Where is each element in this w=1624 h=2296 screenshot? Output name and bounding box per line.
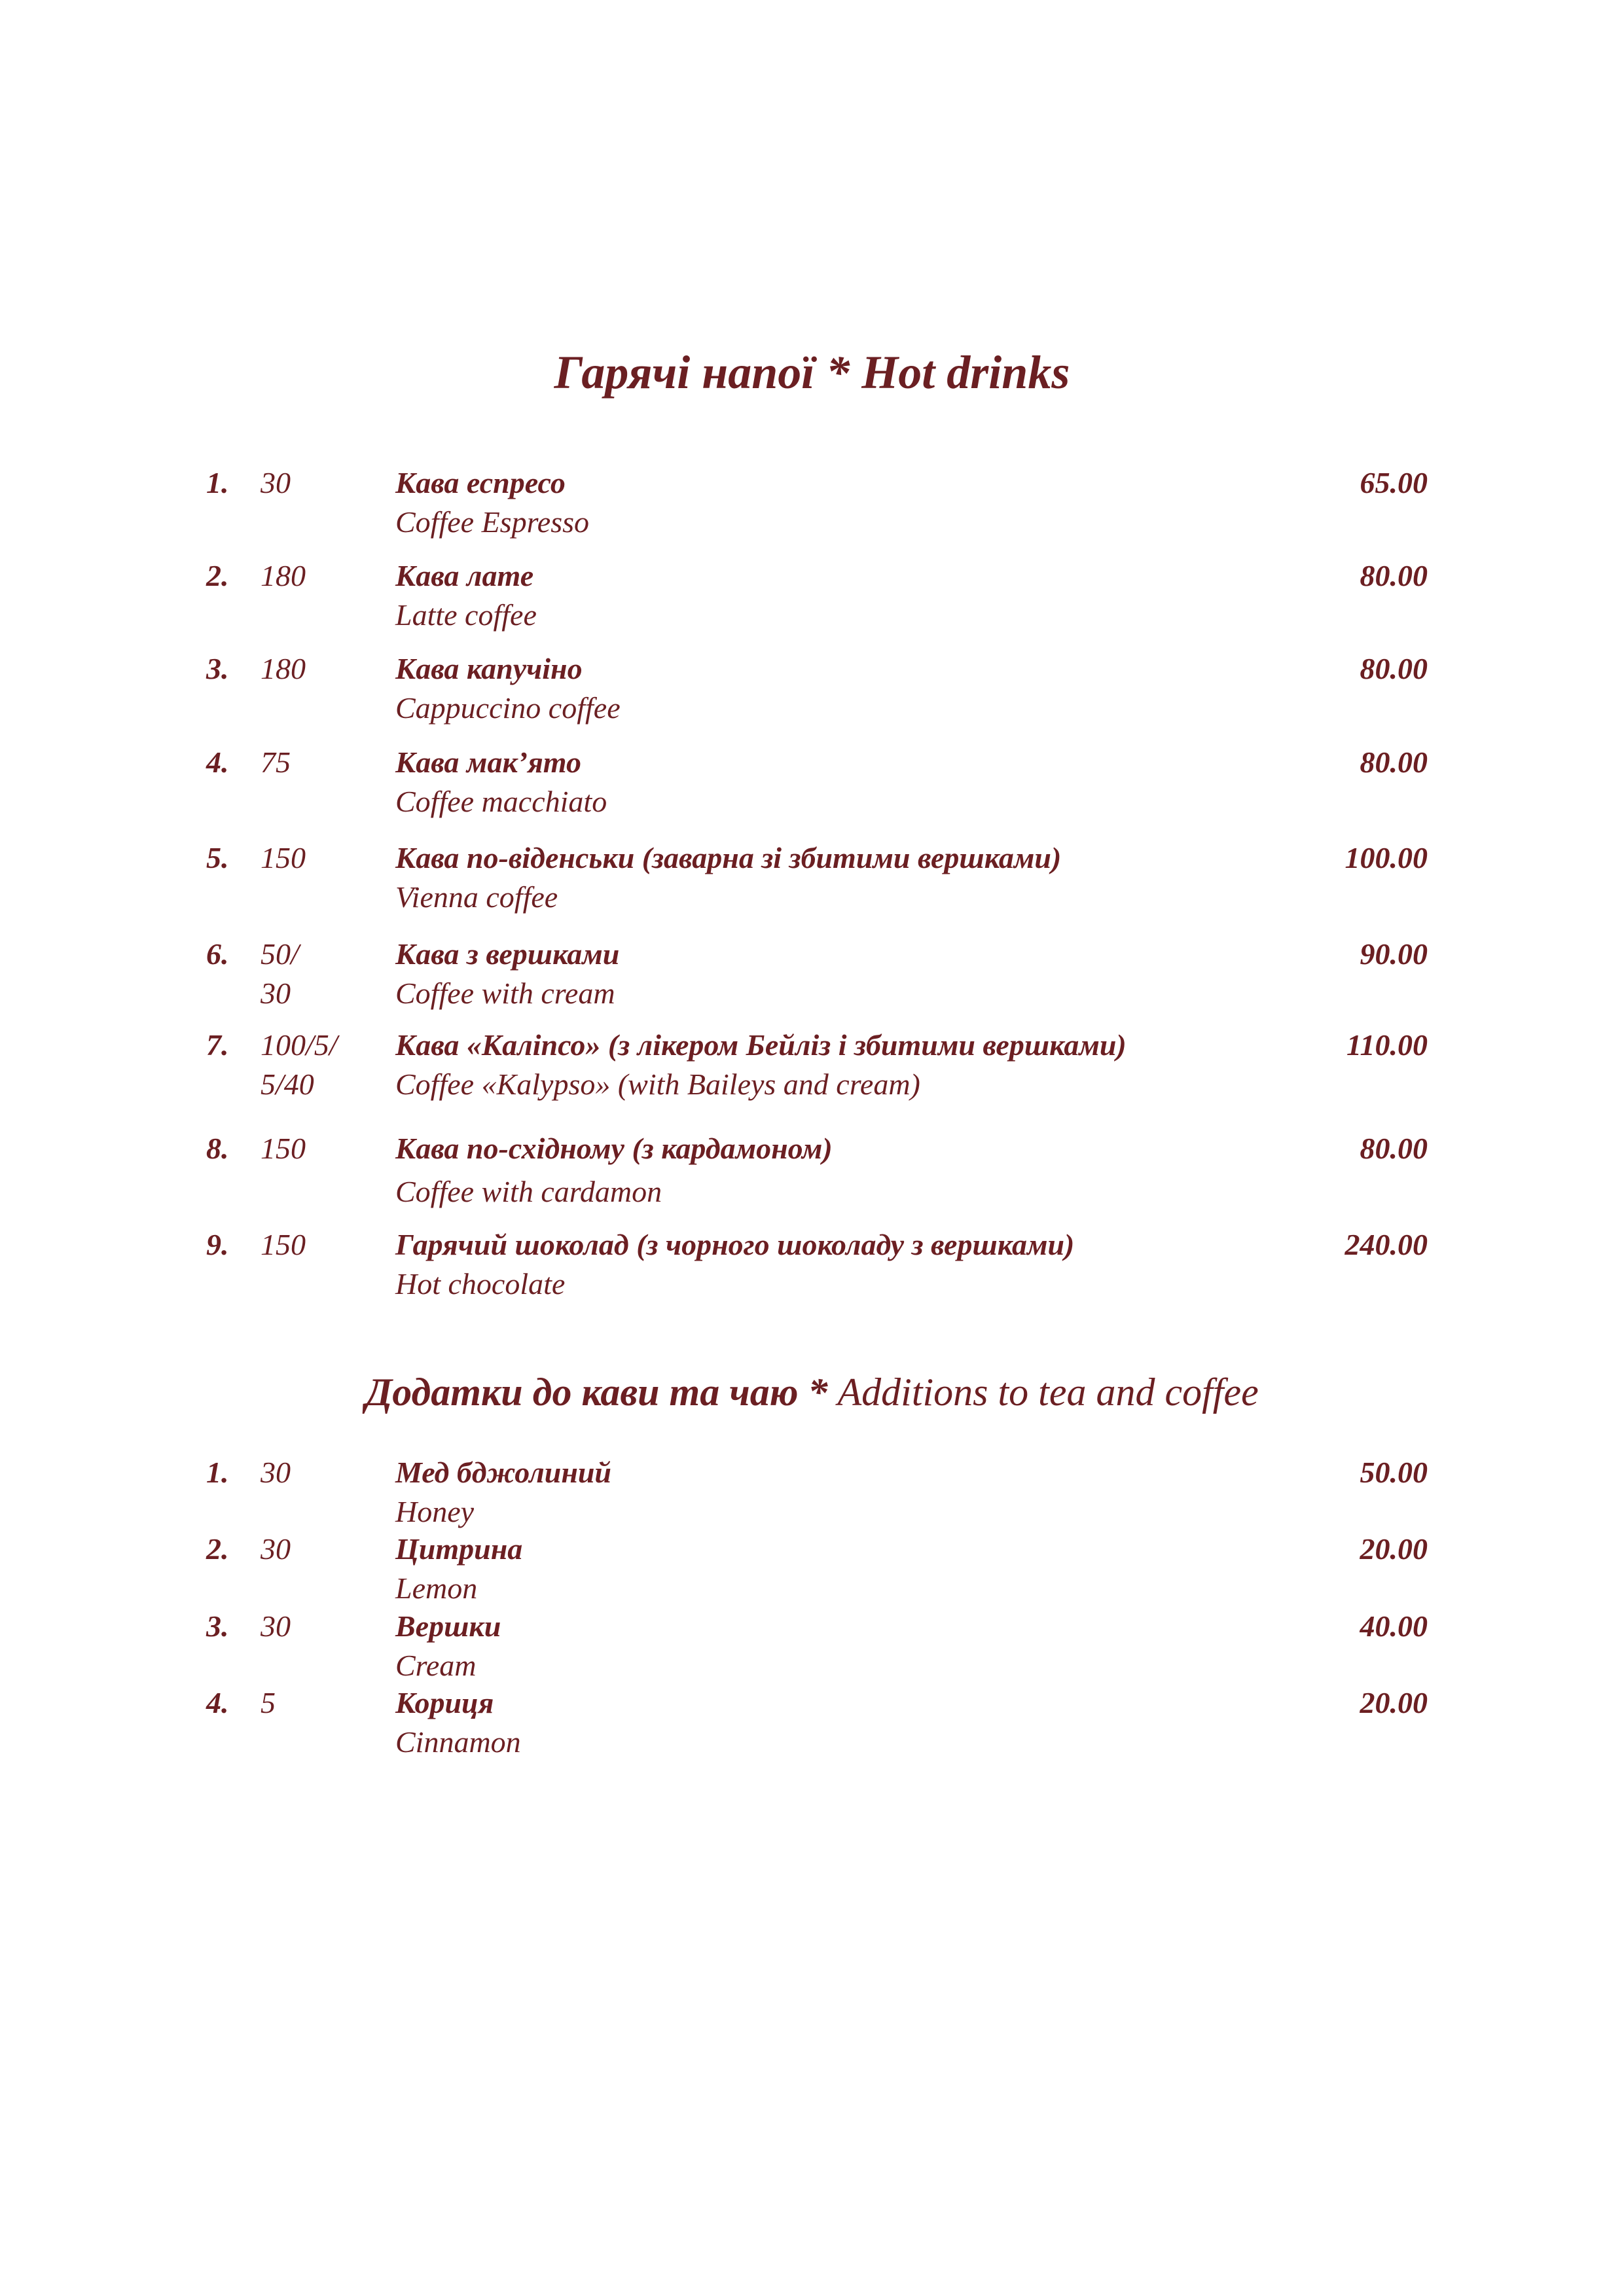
item-number: 2.: [206, 1532, 229, 1566]
item-number: 5.: [206, 841, 229, 874]
item-name: Вершки: [395, 1609, 501, 1643]
item-quantity: 150: [261, 841, 306, 874]
item-price: 110.00: [1346, 1028, 1428, 1062]
item-quantity: 75: [261, 745, 291, 779]
menu-item: [0, 556, 1624, 655]
item-number: 4.: [206, 1686, 229, 1719]
additions-title-en: Additions to tea and coffee: [837, 1371, 1259, 1414]
item-number: 8.: [206, 1132, 229, 1165]
item-name-en: Coffee Espresso: [395, 505, 589, 539]
item-quantity: 30: [261, 466, 291, 499]
item-name-en: Coffee «Kalypso» (with Baileys and cream): [395, 1067, 920, 1101]
item-price: 80.00: [1360, 652, 1428, 685]
item-name: Кава по-віденськи (заварна зі збитими вершками): [395, 841, 1062, 874]
item-name: Кава «Каліпсо» (з лікером Бейліз і збитими вершками): [395, 1028, 1127, 1062]
item-price: 65.00: [1360, 466, 1428, 499]
item-name: Кава капучіно: [395, 652, 583, 685]
item-price: 40.00: [1360, 1609, 1428, 1643]
item-name: Гарячий шоколад (з чорного шоколаду з вершками): [395, 1228, 1075, 1261]
item-quantity: 150: [261, 1132, 306, 1165]
item-price: 90.00: [1360, 937, 1428, 971]
item-price: 20.00: [1360, 1686, 1428, 1719]
item-quantity: 180: [261, 559, 306, 592]
item-name-en: Cream: [395, 1649, 477, 1682]
additions-title: [0, 1370, 1624, 1415]
item-name-en: Cappuccino coffee: [395, 691, 621, 725]
menu-item: [0, 1129, 1624, 1227]
item-number: 6.: [206, 937, 229, 971]
item-quantity: 150: [261, 1228, 306, 1261]
item-name-en: Coffee with cream: [395, 977, 615, 1010]
item-number: 9.: [206, 1228, 229, 1261]
menu-item: [0, 838, 1624, 937]
item-price: 80.00: [1360, 1132, 1428, 1165]
hot-drinks-title: Гарячі напої * Hot drinks: [554, 346, 1070, 399]
item-quantity: 50/ 30: [261, 937, 299, 1010]
item-price: 100.00: [1344, 841, 1428, 874]
item-name-en: Cinnamon: [395, 1725, 521, 1759]
item-quantity: 30: [261, 1609, 291, 1643]
item-number: 3.: [206, 652, 229, 685]
item-price: 80.00: [1360, 745, 1428, 779]
menu-item: [0, 743, 1624, 841]
additions-title-separator: *: [798, 1371, 838, 1414]
item-quantity: 30: [261, 1532, 291, 1566]
item-name-en: Vienna coffee: [395, 880, 558, 914]
additions-title-ua: Додатки до кави та чаю: [365, 1371, 799, 1414]
item-name-en: Coffee macchiato: [395, 785, 607, 818]
item-number: 1.: [206, 1456, 229, 1489]
item-name-en: Coffee with cardamon: [395, 1175, 662, 1208]
item-name: Кориця: [395, 1686, 494, 1719]
item-name: Кава з вершками: [395, 937, 620, 971]
item-price: 80.00: [1360, 559, 1428, 592]
item-number: 7.: [206, 1028, 229, 1062]
item-number: 4.: [206, 745, 229, 779]
item-quantity: 180: [261, 652, 306, 685]
item-number: 1.: [206, 466, 229, 499]
item-name: Цитрина: [395, 1532, 523, 1566]
item-name: Кава мак’ято: [395, 745, 581, 779]
item-name: Кава лате: [395, 559, 534, 592]
item-price: 240.00: [1344, 1228, 1428, 1261]
item-price: 20.00: [1360, 1532, 1428, 1566]
menu-item: [0, 1225, 1624, 1323]
item-quantity: 5: [261, 1686, 276, 1719]
item-price: 50.00: [1360, 1456, 1428, 1489]
menu-item: [0, 649, 1624, 747]
menu-item: [0, 935, 1624, 1033]
menu-item: [0, 1026, 1624, 1124]
item-name-en: Latte coffee: [395, 598, 537, 632]
item-name-en: Hot chocolate: [395, 1267, 566, 1300]
item-name-en: Honey: [395, 1495, 475, 1528]
item-name: Мед бджолиний: [395, 1456, 612, 1489]
menu-item: [0, 1683, 1624, 1782]
item-number: 2.: [206, 559, 229, 592]
item-quantity: 30: [261, 1456, 291, 1489]
item-quantity: 100/5/ 5/40: [261, 1028, 338, 1101]
item-number: 3.: [206, 1609, 229, 1643]
item-name-en: Lemon: [395, 1571, 478, 1605]
item-name: Кава по-східному (з кардамоном): [395, 1132, 833, 1165]
menu-item: [0, 463, 1624, 562]
item-name: Кава еспресо: [395, 466, 566, 499]
